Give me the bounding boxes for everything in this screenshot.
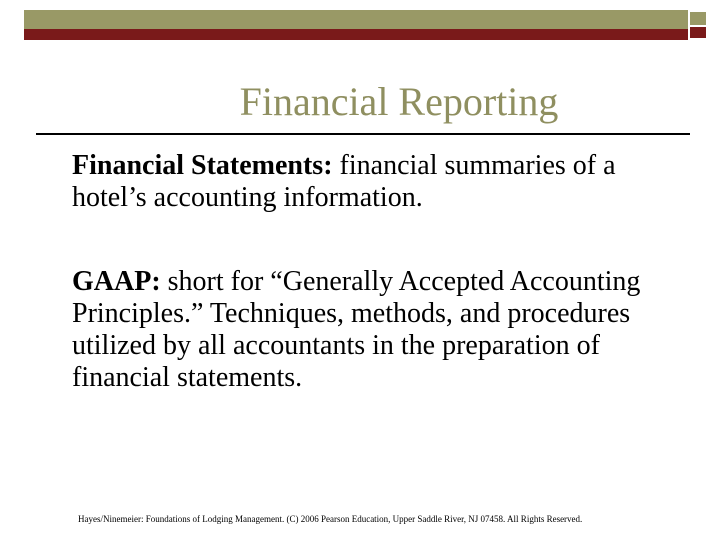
- definition-gaap: [72, 266, 672, 394]
- definition-text: financial summaries of a hotel’s accounting information.: [72, 150, 616, 213]
- title-divider: [36, 133, 690, 135]
- definition-financial-statements: [72, 150, 672, 214]
- slide-title: [0, 78, 720, 126]
- copyright-footer: Hayes/Ninemeier: Foundations of Lodging Management. (C) 2006 Pearson Education, Upper Saddle River, NJ 07458. All Rights Reserved.: [78, 514, 583, 524]
- header-corner-box-red: [688, 25, 708, 40]
- definition-term: GAAP:: [72, 266, 161, 297]
- definition-term: Financial Statements:: [72, 150, 333, 181]
- header-band-red: [24, 29, 688, 40]
- slide-title-text: Financial Reporting: [239, 79, 559, 124]
- definition-text: short for “Generally Accepted Accounting Principles.” Techniques, methods, and procedures utilized by all accountants in the preparation of financial statements.: [72, 266, 641, 393]
- header-band-olive: [24, 10, 688, 29]
